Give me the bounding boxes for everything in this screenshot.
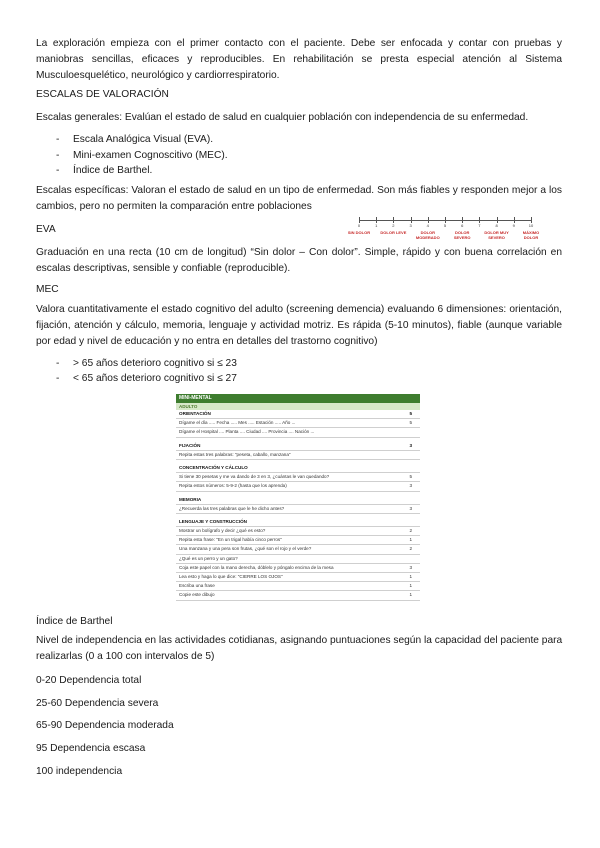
eva-label: DOLOR SEVERO [453,230,471,240]
intro-paragraph: La exploración empieza con el primer contacto con el paciente. Debe ser enfocada y contar con pruebas y maniobras sencillas, eficaces y reproducibles. En rehabilitación se presta especial atención al Sistema Musculoesquelético, neurológico y cardiorrespiratorio. [36,38,562,82]
table-row [176,536,420,545]
table-row [176,591,420,600]
mec-row-points: 3 [409,564,412,570]
mec-row-points: 3 [409,483,412,489]
escalas-generales-paragraph: Escalas generales: Evalúan el estado de salud en cualquier población con independencia de su enfermedad. [36,112,529,123]
table-row [176,564,420,573]
mec-row-text: CONCENTRACIÓN Y CÁLCULO [179,464,248,470]
table-row [176,545,420,554]
eva-label: MÁXIMO DOLOR [522,230,540,240]
mec-row-points: 1 [409,574,412,579]
mec-heading: MEC [36,284,59,295]
mec-row-text: Repita estas tres palabras: "peseta, caballo, manzana" [179,451,291,457]
barthel-heading: Índice de Barthel [36,616,113,627]
mec-row-points: 3 [409,442,412,448]
mec-table-subheader: ADULTO [176,403,420,410]
escalas-especificas-paragraph: Escalas específicas: Valoran el estado de salud en un tipo de enfermedad. Son más fiables y responden mejor a los cambios, pero no permiten la comparación entre poblaciones [36,185,562,213]
mec-row-text: Repita esta frase: "En un trigal había cinco perros" [179,537,282,543]
mec-table-header: MINI-MENTAL [176,394,420,403]
mec-row-text: Mostrar un bolígrafo y decir ¿qué es esto? [179,528,266,534]
mec-row-text: FIJACIÓN [179,442,201,448]
mec-row-points: 5 [409,411,412,416]
mec-row-text: Repita estos números: 5-9-2 (hasta que los aprenda) [179,483,287,489]
barthel-level: 100 independencia [36,766,123,777]
eva-label: DOLOR LEVE [380,230,407,235]
eva-number: 6 [461,223,464,228]
table-row [176,505,420,514]
mec-section-row [176,464,420,473]
mec-row-text: ¿Qué es un perro y un gato? [179,555,238,561]
eva-scale-figure [347,215,540,245]
barthel-level: 95 Dependencia escasa [36,743,146,754]
mec-section-row [176,518,420,527]
eva-number: 7 [478,223,481,228]
mec-row-text: MEMORIA [179,496,202,502]
eva-number: 0 [357,223,361,228]
eva-number: 3 [409,223,412,228]
barthel-level: 0-20 Dependencia total [36,675,142,686]
mec-row-points: 2 [409,546,412,552]
table-row [176,419,420,428]
eva-number: 5 [443,223,447,228]
mec-row-points: 3 [409,505,412,511]
barthel-level: 25-60 Dependencia severa [36,698,159,709]
eva-heading: EVA [36,224,56,235]
eva-number: 8 [495,223,498,228]
table-row [176,573,420,582]
mec-paragraph: Valora cuantitativamente el estado cognitivo del adulto (screening demencia) evaluando 6 dimensiones: orientación, fijación, atención y cálculo, memoria, lenguaje y actividad motriz. Es rápida (5-10 minutos), fiable (aunque variable por edad y nivel de educación y no entra en detalles del trastorno cognitivo) [36,304,562,348]
mec-row-points: 5 [409,474,412,480]
mec-row-points: 1 [409,592,412,598]
mec-row-text: Lea esto y haga lo que dice: "CIERRE LOS OJOS" [179,574,283,579]
table-row [176,428,420,437]
mec-row-text: Copie este dibujo [179,592,215,598]
mec-row-text: LENGUAJE Y CONSTRUCCIÓN [179,518,247,524]
table-row [176,473,420,482]
mec-row-text: Dígame el día ..... Fecha ..... Mes ..... Estación ..... Año ... [179,420,296,426]
eva-number: 9 [512,223,515,228]
mec-row-text: Coja este papel con la mano derecha, dóblelo y póngalo encima de la mesa [179,564,334,570]
table-row [176,527,420,536]
eva-label: DOLOR MODERADO [415,230,440,240]
eva-number: 2 [392,223,395,228]
eva-number: 1 [375,223,378,228]
mec-row-text: Dígame el Hospital .... Planta .... Ciudad .... Provincia .... Nación ... [179,429,315,435]
mec-row-text: Una manzana y una pera son frutas, ¿qué son el rojo y el verde? [179,546,312,552]
eva-label: DOLOR MUY SEVERO [484,230,509,240]
eva-number: 4 [426,223,429,228]
escalas-heading: ESCALAS DE VALORACIÓN [36,89,169,100]
mec-row-points: 1 [409,583,412,589]
table-row [176,482,420,491]
mec-row-text: ¿Recuerda las tres palabras que le he dicho antes? [179,505,285,511]
table-row [176,555,420,564]
eva-label: SIN DOLOR [347,230,371,235]
table-row [176,582,420,591]
mec-row-points: 2 [409,528,412,534]
table-row [176,451,420,460]
mec-row-points: 5 [409,420,412,426]
barthel-level: 65-90 Dependencia moderada [36,720,174,731]
mec-section-row [176,496,420,505]
mec-row-text: ORIENTACIÓN [179,411,211,416]
mec-row-text: Si tiene 30 pesetas y me va dando de 3 en 3, ¿cuántas le van quedando? [179,474,330,480]
mec-section-row [176,442,420,451]
mec-row-points: 1 [409,537,412,543]
mec-row-text: Escriba una frase [179,583,215,589]
mec-section-row [176,410,420,419]
barthel-paragraph: Nivel de independencia en las actividades cotidianas, asignando puntuaciones según la capacidad del paciente para realizarlas (0 a 100 con intervalos de 5) [36,635,563,663]
eva-number: 10 [528,223,534,228]
document-page: La exploración empieza con el primer contacto con el paciente. Debe ser enfocada y contar con pruebas y maniobras sencillas, eficaces y reproducibles. En rehabilitación se presta especial atención al Sistema Musculoesquelético, neurológico y cardiorrespiratorio. ESCALAS DE VALORACIÓN Escalas generales: Evalúan el estado de salud en cualquier población con independencia de su enfermedad. - Escala Analógica Visual (EVA). - Mini-examen Cognoscitivo (MEC). - Índice de Barthel. Escalas específicas: Valoran el estado de salud en un tipo de enfermedad. Son más fiables y responden mejor a los cambios, pero no permiten la comparación entre poblaciones EVA 0 1 2 3 4 5 6 7 8 9 10 SIN DOLOR DOLOR LEVE DOLOR MODERADO DOLOR SEVERO DOLOR MUY SEVERO MÁXIMO DOLOR Graduación en una recta (10 cm de longitud) “Sin dolor – Con dolor”. Simple, rápido y con buena correlación en escalas descriptivas, sensible y confiable (reproducible). MEC Valora cuantitativamente el estado cognitivo del adulto (screening demencia) evaluando 6 dimensiones: orientación, fijación, atención y cálculo, memoria, lenguaje y actividad motriz. Es rápida (5-10 minutos), fiable (aunque variable por edad y nivel de educación y no entra en detalles del trastorno cognitivo) - > 65 años deterioro cognitivo si ≤ 23 - < 65 años deterioro cognitivo si ≤ 27 MINI-MENTAL ADULTO ORIENTACIÓN 5 Dígame el día ..... Fecha ..... Mes ..... Estación ..... Año ... 5 Dígame el Hospital .... Planta .... Ciudad .... Provincia .... Nación ... FIJACIÓN 3 Repita estas tres palabras: "peseta, caballo, manzana" CONCENTRACIÓN Y CÁLCULO Si tiene 30 pesetas y me va dando de 3 en 3, ¿cuántas le van quedando? 5 Repita estos números: 5-9-2 (hasta que los aprenda) 3 MEMORIA ¿Recuerda las tres palabras que le he dicho antes? 3 LENGUAJE Y CONSTRUCCIÓN Mostrar un bolígrafo y decir ¿qué es esto? 2 Repita esta frase: "En un trigal había cinco perros" 1 Una manzana y una pera son frutas, ¿qué son el rojo y el verde? 2 ¿Qué es un perro y un gato? Coja este papel con la mano derecha, dóblelo y póngalo encima de la mesa 3 Lea esto y haga lo que dice: "CIERRE LOS OJOS" 1 Escriba una frase 1 Copie este dibujo 1 Índice de Barthel Nivel de independencia en las actividades cotidianas, asignando puntuaciones según la capacidad del paciente para realizarlas (0 a 100 con intervalos de 5) 0-20 Dependencia total 25-60 Dependencia severa 65-90 Dependencia moderada 95 Dependencia escasa 100 independencia [0,0,600,848]
eva-paragraph: Graduación en una recta (10 cm de longitud) “Sin dolor – Con dolor”. Simple, rápido y con buena correlación en escalas descriptivas, sensible y confiable (reproducible). [36,247,562,275]
mec-table-image [176,394,420,604]
